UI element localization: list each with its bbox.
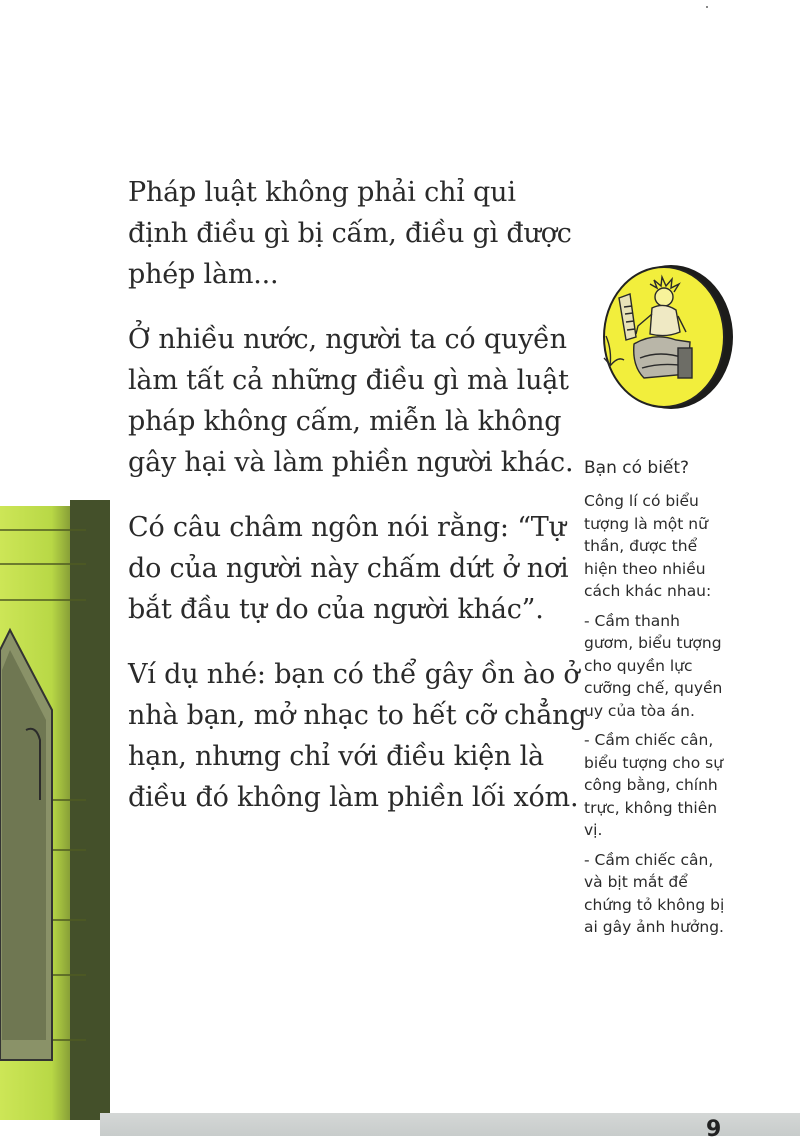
sidebar-line: vị. — [584, 821, 603, 839]
sidebar-line: - Cầm thanh — [584, 611, 680, 630]
sidebar-line: uy của tòa án. — [584, 701, 695, 720]
text-line: điều đó không làm phiền lối xóm. — [128, 782, 579, 813]
sidebar-item-sword — [584, 610, 789, 723]
sidebar-line: gươm, biểu tượng — [584, 634, 722, 652]
green-wall-illustration — [0, 500, 112, 1120]
sidebar-item-blindfold — [584, 849, 789, 939]
text-line: Pháp luật không phải chỉ qui — [128, 177, 516, 208]
sidebar-line: - Cầm chiếc cân, — [584, 731, 714, 749]
sidebar-line: cách khác nhau: — [584, 582, 712, 600]
text-line: nhà bạn, mở nhạc to hết cỡ chẳng — [128, 700, 587, 731]
paragraph-3 — [128, 507, 568, 630]
text-line: pháp không cấm, miễn là không — [128, 406, 562, 437]
house-shadow — [2, 650, 46, 1040]
paragraph-2 — [128, 319, 574, 483]
sidebar-heading: Bạn có biết? — [584, 458, 690, 478]
sidebar-line: biểu tượng cho sự — [584, 753, 724, 772]
text-line: Có câu châm ngôn nói rằng: “Tự — [128, 512, 566, 543]
sidebar-line: tượng là một nữ — [584, 514, 708, 533]
sidebar-line: hiện theo nhiều — [584, 559, 706, 578]
sidebar-line: và bịt mắt để — [584, 873, 688, 891]
sidebar-line: cưỡng chế, quyền — [584, 679, 723, 697]
main-text — [128, 172, 587, 842]
text-line: Ở nhiều nước, người ta có quyền — [128, 324, 567, 355]
text-line: định điều gì bị cấm, điều gì được — [128, 218, 572, 249]
justice-coin-illustration — [594, 262, 736, 412]
sidebar-line: chứng tỏ không bị — [584, 895, 725, 914]
text-line: gây hại và làm phiền người khác. — [128, 447, 574, 478]
page-number: 9 — [706, 1117, 722, 1142]
text-line: làm tất cả những điều gì mà luật — [128, 365, 569, 396]
sidebar-line: thần, được thể — [584, 537, 698, 555]
wall-edge — [70, 500, 110, 1120]
decorative-speck — [706, 6, 708, 8]
sidebar-line: công bằng, chính — [584, 776, 718, 794]
did-you-know-sidebar — [584, 458, 789, 946]
text-line: do của người này chấm dứt ở nơi — [128, 553, 569, 584]
sidebar-line: - Cầm chiếc cân, — [584, 850, 714, 869]
floor-strip — [100, 1113, 800, 1136]
sidebar-line: ai gây ảnh hưởng. — [584, 918, 724, 936]
sidebar-intro — [584, 490, 789, 603]
paragraph-4 — [128, 654, 587, 818]
text-line: Ví dụ nhé: bạn có thể gây ồn ào ở — [128, 659, 580, 690]
sidebar-line: trực, không thiên — [584, 798, 718, 817]
sidebar-item-scales — [584, 729, 789, 842]
paragraph-1 — [128, 172, 572, 295]
text-line: phép làm... — [128, 259, 279, 290]
sidebar-line: cho quyền lực — [584, 656, 693, 675]
sidebar-line: Công lí có biểu — [584, 492, 699, 510]
text-line: bắt đầu tự do của người khác”. — [128, 594, 544, 625]
text-line: hạn, nhưng chỉ với điều kiện là — [128, 741, 544, 772]
